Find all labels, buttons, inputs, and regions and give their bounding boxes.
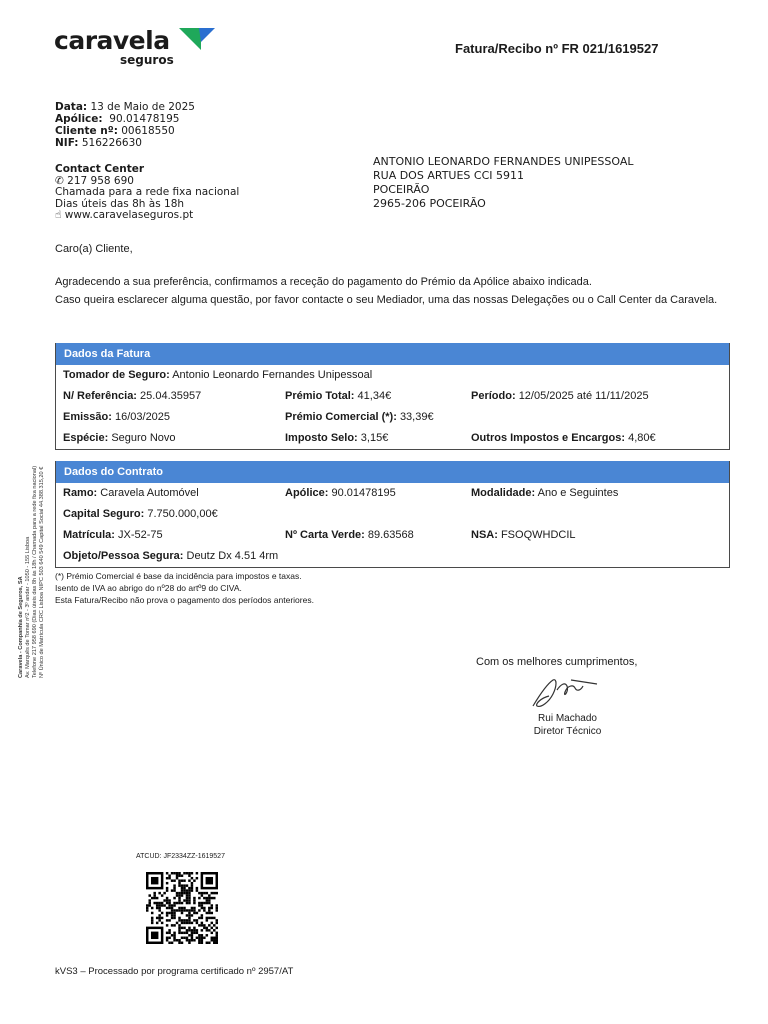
issue-value: 16/03/2025	[114, 411, 171, 423]
qr-code-icon	[146, 872, 218, 944]
species-label: Espécie:	[63, 432, 109, 444]
period-label: Período:	[471, 390, 516, 402]
closing-text: Com os melhores cumprimentos,	[476, 656, 638, 668]
legal-line-1: Caravela - Companhia de Seguros, SA	[18, 576, 24, 678]
contract-row	[56, 483, 729, 504]
stamp-tax-value: 3,15€	[360, 432, 389, 444]
client-label: Cliente nº:	[55, 125, 118, 137]
branch-value: Caravela Automóvel	[100, 487, 199, 499]
nsa-value: FSOQWHDCIL	[500, 529, 576, 541]
pointer-hand-icon: ☝	[55, 209, 62, 221]
period-value: 12/05/2025 até 11/11/2025	[518, 390, 649, 402]
stamp-tax-label: Imposto Selo:	[285, 432, 358, 444]
tomador-value: Antonio Leonardo Fernandes Unipessoal	[172, 369, 373, 381]
contract-data-box	[55, 461, 730, 568]
nsa-label: NSA:	[471, 529, 498, 541]
invoice-row	[56, 365, 729, 386]
legal-line-4: Nº Único de Matrícula CRC Lisboa NIPC 503 640 549 Capital Social 44.388.315,20 €	[39, 466, 45, 678]
invoice-row	[56, 386, 729, 407]
paragraph-1: Agradecendo a sua preferência, confirmamos a receção do pagamento do Prémio da Apólice abaixo indicada.	[55, 276, 592, 288]
insured-object-label: Objeto/Pessoa Segura:	[63, 550, 184, 562]
contract-row	[56, 504, 729, 525]
issue-label: Emissão:	[63, 411, 112, 423]
modality-label: Modalidade:	[471, 487, 536, 499]
green-card-label: Nº Carta Verde:	[285, 529, 365, 541]
contact-phone: 217 958 690	[67, 174, 134, 187]
footnote-2: Isento de IVA ao abrigo do nº28 do artº9 do CIVA.	[55, 583, 242, 593]
footnote-1: (*) Prémio Comercial é base da incidência para impostos e taxas.	[55, 571, 302, 581]
plate-label: Matrícula:	[63, 529, 115, 541]
signature-icon	[527, 670, 607, 715]
recipient-address	[373, 155, 634, 211]
signer-name: Rui Machado	[538, 713, 597, 724]
paragraph-2: Caso queira esclarecer alguma questão, por favor contacte o seu Mediador, uma das nossas Delegações ou o Call Center da Caravela.	[55, 294, 718, 306]
invoice-heading: Dados da Fatura	[56, 343, 729, 365]
contact-center	[55, 164, 239, 222]
contract-heading: Dados do Contrato	[56, 461, 729, 483]
contact-title: Contact Center	[55, 163, 145, 175]
contract-policy-label: Apólice:	[285, 487, 329, 499]
commercial-premium-label: Prémio Comercial (*):	[285, 411, 397, 423]
footnote-3: Esta Fatura/Recibo não prova o pagamento dos períodos anteriores.	[55, 595, 314, 605]
nif-label: NIF:	[55, 137, 79, 149]
client-value: 00618550	[121, 125, 175, 137]
reference-label: N/ Referência:	[63, 390, 137, 402]
address-line-1: ANTONIO LEONARDO FERNANDES UNIPESSOAL	[373, 155, 634, 168]
modality-value: Ano e Seguintes	[537, 487, 619, 499]
atcud-code: ATCUD: JF2334ZZ-1619527	[136, 853, 225, 860]
greeting: Caro(a) Cliente,	[55, 243, 133, 255]
commercial-premium-value: 33,39€	[399, 411, 434, 423]
green-card-value: 89.63568	[367, 529, 414, 541]
document-meta	[55, 101, 195, 149]
contract-row	[56, 546, 729, 567]
contract-policy-value: 90.01478195	[331, 487, 396, 499]
other-taxes-label: Outros Impostos e Encargos:	[471, 432, 626, 444]
invoice-data-box	[55, 343, 730, 450]
address-line-3: POCEIRÃO	[373, 183, 430, 196]
footnotes	[55, 570, 314, 606]
phone-icon: ✆	[55, 174, 64, 187]
branch-label: Ramo:	[63, 487, 98, 499]
website-link[interactable]: www.caravelaseguros.pt	[64, 209, 194, 221]
company-logo-wordmark: caravela	[54, 26, 170, 55]
signer-block	[520, 712, 615, 738]
company-legal-info	[18, 418, 46, 678]
contact-line-1: Chamada para a rede fixa nacional	[55, 186, 240, 198]
policy-label: Apólice:	[55, 113, 103, 125]
invoice-row	[56, 428, 729, 449]
company-logo-subtitle: seguros	[120, 53, 174, 67]
contact-line-2: Dias úteis das 8h às 18h	[55, 197, 185, 210]
species-value: Seguro Novo	[111, 432, 176, 444]
other-taxes-value: 4,80€	[628, 432, 656, 444]
certification-footer: kVS3 – Processado por programa certificado nº 2957/AT	[55, 966, 294, 977]
legal-line-2: Av. Marquês de Tomar nº2 - 3º andar - 1050 - 155 Lisboa	[25, 536, 31, 678]
tomador-label: Tomador de Seguro:	[63, 369, 170, 381]
address-line-2: RUA DOS ARTUES CCI 5911	[373, 169, 524, 182]
plate-value: JX-52-75	[118, 529, 163, 541]
insured-capital-label: Capital Seguro:	[63, 508, 145, 520]
logo-arrow-icon	[177, 28, 215, 52]
contract-row	[56, 525, 729, 546]
insured-object-value: Deutz Dx 4.51 4rm	[186, 550, 279, 562]
reference-value: 25.04.35957	[140, 390, 202, 402]
date-value: 13 de Maio de 2025	[90, 101, 195, 113]
address-line-4: 2965-206 POCEIRÃO	[373, 197, 486, 210]
document-title: Fatura/Recibo nº FR 021/1619527	[455, 41, 659, 56]
nif-value: 516226630	[81, 137, 142, 149]
total-premium-label: Prémio Total:	[285, 390, 355, 402]
total-premium-value: 41,34€	[357, 390, 392, 402]
date-label: Data:	[55, 101, 88, 113]
signer-role: Diretor Técnico	[533, 726, 602, 737]
invoice-row	[56, 407, 729, 428]
legal-line-3: Telefone 217 958 690 (Dias úteis das 8h às 18h / Chamada para a rede fixa nacional)	[32, 465, 38, 678]
policy-value: 90.01478195	[109, 113, 180, 125]
insured-capital-value: 7.750.000,00€	[147, 508, 218, 520]
